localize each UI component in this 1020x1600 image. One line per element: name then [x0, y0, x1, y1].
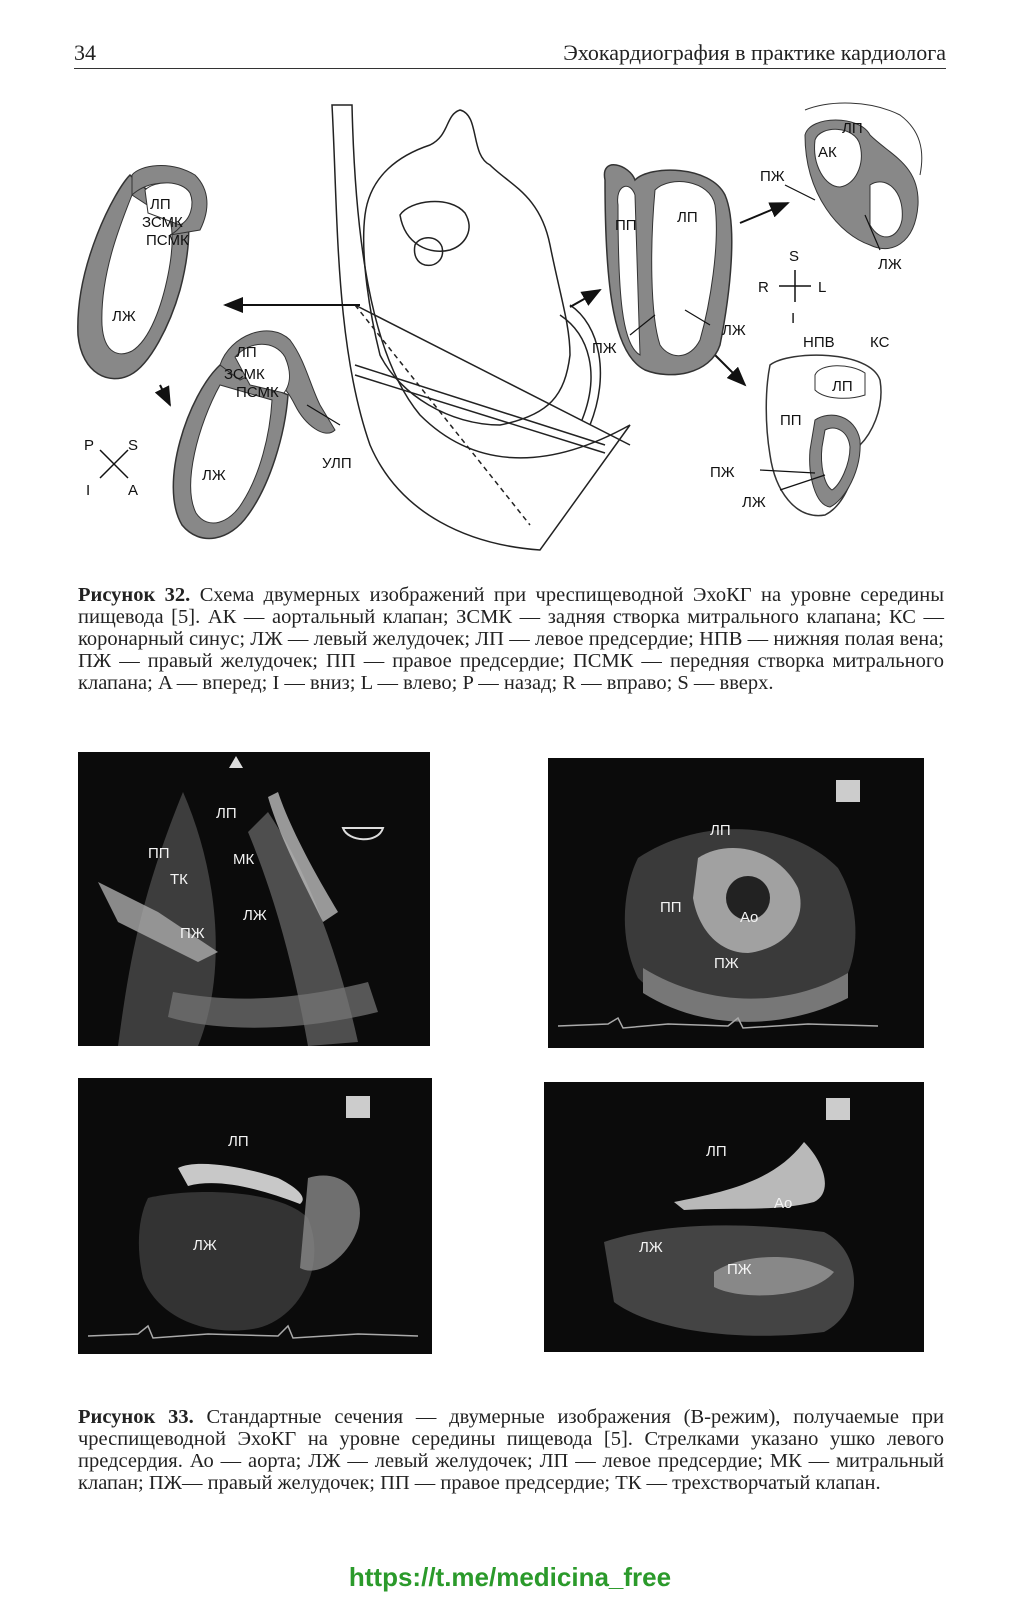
label-pzh-2: ПЖ: [760, 168, 785, 185]
figure-33-caption-label: Рисунок 33.: [78, 1406, 194, 1428]
echo-panel-4: [544, 1082, 924, 1352]
page-number: 34: [74, 40, 96, 65]
four-chamber-view: [604, 165, 731, 375]
label-r: R: [758, 279, 769, 296]
label-ulp: УЛП: [322, 455, 352, 472]
four-chamber-view-2: [766, 355, 881, 515]
left-ventricle-view-2: [173, 331, 335, 539]
heart-sketch: [332, 105, 630, 550]
label-a: A: [128, 482, 139, 499]
label-lp-3: ЛП: [677, 209, 698, 226]
echo-panel-2: [548, 758, 924, 1048]
label-lzh-5: ЛЖ: [742, 494, 766, 511]
figure-33-caption: [78, 1406, 944, 1494]
echo1-lzh: ЛЖ: [243, 907, 267, 924]
echo1-tk: ТК: [170, 871, 188, 888]
telegram-link[interactable]: https://t.me/medicina_free: [348, 1562, 672, 1592]
label-psmk-2: ПСМК: [236, 384, 279, 401]
echo1-pp: ПП: [148, 845, 170, 862]
echo1-lp: ЛП: [216, 805, 237, 822]
label-p: P: [84, 437, 95, 454]
figure-32-caption: [78, 584, 944, 694]
running-title: Эхокардиография в практике кардиолога: [563, 40, 946, 65]
figure-32-diagram: [70, 95, 950, 555]
label-i-left: I: [86, 482, 91, 499]
label-lzh-4: ЛЖ: [878, 256, 902, 273]
label-zsmk-1: ЗСМК: [142, 214, 183, 231]
echo4-pzh: ПЖ: [727, 1261, 752, 1278]
label-pzh-1: ПЖ: [592, 340, 617, 357]
echo2-lp: ЛП: [710, 822, 731, 839]
aortic-view: [805, 103, 922, 249]
echo-panel-1: [78, 752, 430, 1046]
label-lp-5: ЛП: [832, 378, 853, 395]
echo4-lp: ЛП: [706, 1143, 727, 1160]
figure-32-caption-text: Схема двумерных изображений при чреспищеводной ЭхоКГ на уровне середины пищевода [5]. АК — аортальный клапан; ЗСМК — задняя створка митрального клапана; КС — коронарный синус; ЛЖ — левый желудочек; ЛП — левое предсердие; НПВ — нижняя полая вена; ПЖ — правый желудочек; ПП — правое предсердие; ПСМК — передняя створка митрального клапана; A — вперед; I — вниз; L — влево; P — назад; R — вправо; S — вверх.: [78, 584, 945, 694]
label-pzh-3: ПЖ: [710, 464, 735, 481]
label-lp-1: ЛП: [150, 196, 171, 213]
echo2-pp: ПП: [660, 899, 682, 916]
echo3-lp: ЛП: [228, 1133, 249, 1150]
label-l: L: [818, 279, 827, 296]
label-i-right: I: [791, 310, 796, 327]
label-lzh-3: ЛЖ: [722, 322, 746, 339]
label-lzh-2: ЛЖ: [202, 467, 226, 484]
label-npv: НПВ: [803, 334, 835, 351]
label-pp-1: ПП: [615, 217, 637, 234]
label-lp-4: ЛП: [842, 120, 863, 137]
figure-32-caption-label: Рисунок 32.: [78, 584, 191, 606]
figure-32-svg: [70, 95, 950, 555]
echo2-pzh: ПЖ: [714, 955, 739, 972]
echo4-ao: Ao: [774, 1195, 793, 1212]
echo1-pzh: ПЖ: [180, 925, 205, 942]
label-s-left: S: [128, 437, 139, 454]
echo1-mk: МК: [233, 851, 255, 868]
label-s-right: S: [789, 248, 800, 265]
figure-33-caption-text: Стандартные сечения — двумерные изображения (B-режим), получаемые при чреспищеводной ЭхоКГ на уровне середины пищевода [5]. Стрелками указано ушко левого предсердия. Ао — аорта; ЛЖ — левый желудочек; ЛП — левое предсердие; МК — митральный клапан; ПЖ— правый желудочек; ПП — правое предсердие; ТК — трехстворчатый клапан.: [78, 1406, 944, 1494]
label-ak: АК: [818, 144, 837, 161]
label-pp-2: ПП: [780, 412, 802, 429]
orientation-cross-left: [100, 450, 128, 478]
echo2-ao: Ao: [740, 909, 759, 926]
label-ks: КС: [870, 334, 890, 351]
page-header: [74, 38, 946, 69]
label-zsmk-2: ЗСМК: [224, 366, 265, 383]
label-lp-2: ЛП: [236, 344, 257, 361]
label-lzh-1: ЛЖ: [112, 308, 136, 325]
left-ventricle-view-1: [78, 166, 207, 379]
label-psmk-1: ПСМК: [146, 232, 189, 249]
echo-panel-3: [78, 1078, 432, 1354]
echo4-lzh: ЛЖ: [639, 1239, 663, 1256]
echo3-lzh: ЛЖ: [193, 1237, 217, 1254]
orientation-cross-right: [779, 270, 811, 302]
